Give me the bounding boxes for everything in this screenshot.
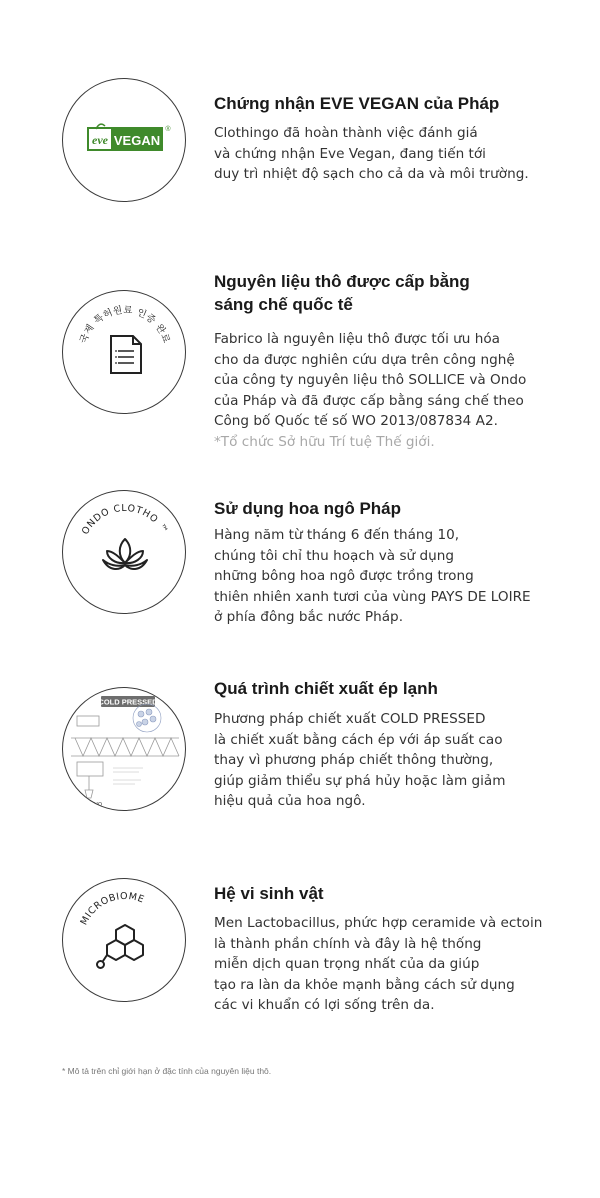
desc-line: Phương pháp chiết xuất COLD PRESSED	[214, 711, 486, 727]
diagram-brand: ≡CLOTHO	[75, 802, 103, 808]
feature-description	[214, 709, 584, 812]
cold-pressed-label: COLD PRESSED	[98, 697, 158, 707]
logo-prefix: eve	[92, 133, 108, 147]
desc-line: Fabrico là nguyên liệu thô được tối ưu hóa	[214, 331, 500, 347]
desc-line: là thành phần chính và đây là hệ thống	[214, 935, 482, 952]
patent-circle-art	[63, 291, 186, 414]
logo-word: VEGAN	[113, 133, 161, 148]
desc-line: và chứng nhận Eve Vegan, đang tiến tới	[214, 145, 486, 162]
eve-vegan-badge	[62, 78, 186, 202]
svg-text:ONDO CLOTHO ™	[80, 503, 170, 537]
desc-line: tạo ra làn da khỏe mạnh bằng cách sử dụng	[214, 976, 515, 993]
desc-line: hiệu quả của hoa ngô.	[214, 793, 366, 809]
feature-description	[214, 913, 584, 1016]
desc-line: Công bố Quốc tế số WO 2013/087834 A2.	[214, 413, 498, 429]
microbiome-circle-art	[63, 879, 186, 1002]
feature-description	[214, 329, 584, 452]
desc-line: thay vì phương pháp chiết thông thường,	[214, 752, 494, 768]
desc-line: những bông hoa ngô được trồng trong	[214, 568, 474, 584]
desc-line: giúp giảm thiểu sự phá hủy hoặc làm giảm	[214, 772, 506, 789]
desc-line: thiên nhiên xanh tươi của vùng PAYS DE LOIRE	[214, 588, 531, 605]
ondo-arc-text: ONDO CLOTHO ™	[79, 502, 171, 537]
desc-line: Hàng năm từ tháng 6 đến tháng 10,	[214, 527, 460, 543]
molecule-icon	[97, 925, 143, 968]
logo-mark: ®	[165, 126, 171, 133]
cold-pressed-badge	[62, 687, 186, 811]
footnote: * Mô tả trên chỉ giới hạn ở đặc tính của nguyên liệu thô.	[62, 1066, 272, 1076]
document-icon	[111, 336, 141, 373]
patent-arc-text: 국제 특허원료 인증 완료	[78, 304, 172, 346]
feature-title: Chứng nhận EVE VEGAN của Pháp	[214, 94, 500, 113]
feature-description	[214, 525, 584, 628]
microbiome-badge	[62, 878, 186, 1002]
microbiome-arc-text: MICROBIOME	[78, 890, 146, 927]
feature-title: Quá trình chiết xuất ép lạnh	[214, 679, 438, 698]
ondo-clotho-badge	[62, 490, 186, 614]
feature-title	[214, 270, 584, 316]
title-line: Nguyên liệu thô được cấp bằng	[214, 272, 470, 291]
desc-line: miễn dịch quan trọng nhất của da giúp	[214, 956, 480, 972]
desc-line: Men Lactobacillus, phức hợp ceramide và ectoin	[214, 915, 543, 931]
lotus-icon	[103, 539, 147, 569]
desc-line: duy trì nhiệt độ sạch cho cả da và môi trường.	[214, 166, 529, 182]
feature-note: *Tổ chức Sở hữu Trí tuệ Thế giới.	[214, 433, 435, 450]
desc-line: chúng tôi chỉ thu hoạch và sử dụng	[214, 547, 454, 564]
desc-line: cho da được nghiên cứu dựa trên công nghệ	[214, 351, 515, 368]
svg-text:국제 특허원료 인증 완료	[78, 304, 172, 345]
svg-text:MICROBIOME	[79, 891, 146, 927]
eve-vegan-logo-icon	[63, 79, 186, 202]
desc-line: của Pháp và đã được cấp bằng sáng chế theo	[214, 392, 524, 409]
ondo-circle-art	[63, 491, 186, 614]
desc-line: ở phía đông bắc nước Pháp.	[214, 609, 404, 625]
desc-line: là chiết xuất bằng cách ép với áp suất cao	[214, 731, 503, 748]
desc-line: Clothingo đã hoàn thành việc đánh giá	[214, 125, 478, 141]
desc-line: của công ty nguyên liệu thô SOLLICE và Ondo	[214, 372, 527, 388]
desc-line: các vi khuẩn có lợi sống trên da.	[214, 997, 435, 1013]
feature-description	[214, 123, 584, 185]
patent-badge	[62, 290, 186, 414]
feature-title: Sử dụng hoa ngô Pháp	[214, 499, 402, 518]
cold-pressed-diagram-icon	[63, 688, 186, 811]
feature-title: Hệ vi sinh vật	[214, 884, 324, 903]
title-line: sáng chế quốc tế	[214, 295, 353, 314]
